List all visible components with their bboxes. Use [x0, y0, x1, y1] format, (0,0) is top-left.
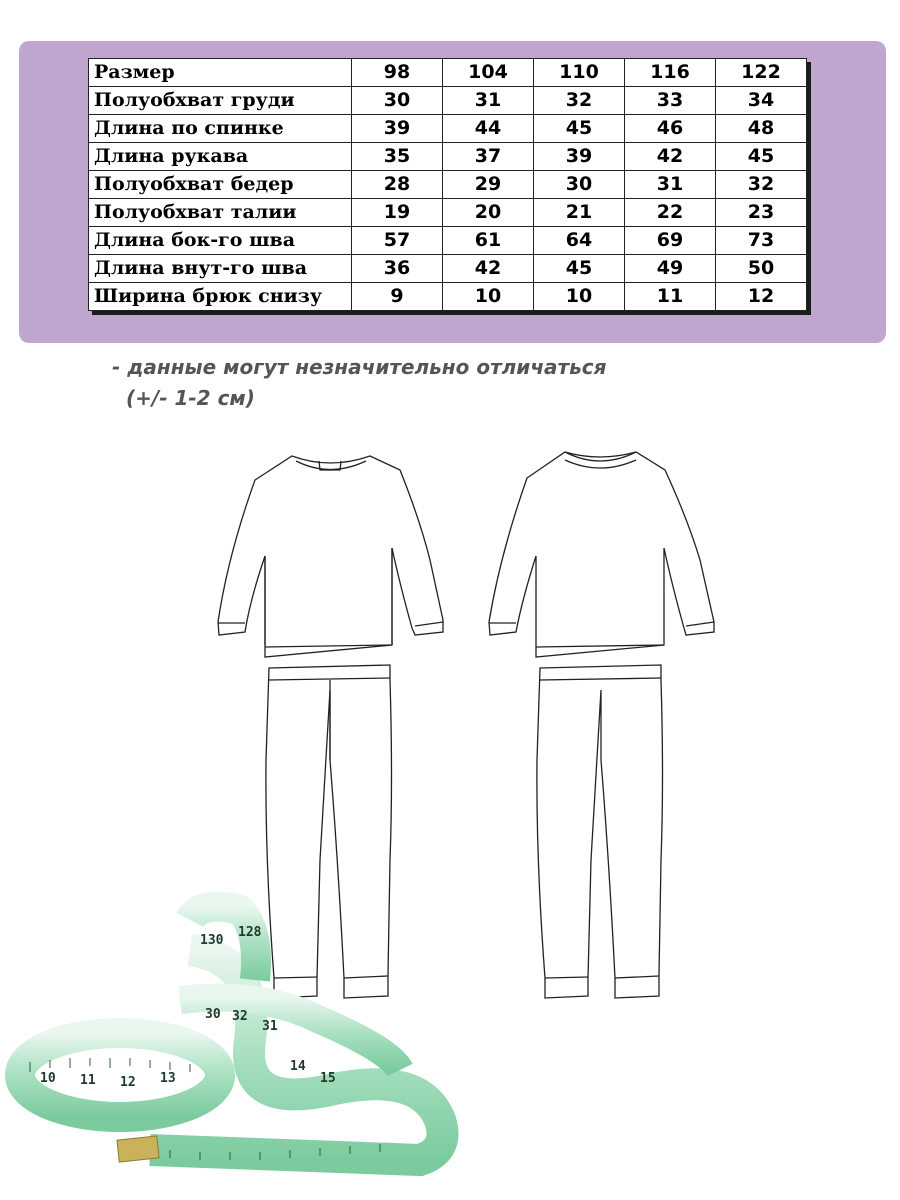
row-value: 19 [352, 199, 443, 227]
row-value: 57 [352, 227, 443, 255]
row-value: 61 [443, 227, 534, 255]
row-value: 35 [352, 143, 443, 171]
row-value: 98 [352, 59, 443, 87]
row-value: 34 [716, 87, 807, 115]
row-label: Ширина брюк снизу [89, 283, 352, 311]
sweatshirt-back [489, 452, 714, 657]
row-value: 44 [443, 115, 534, 143]
row-value: 73 [716, 227, 807, 255]
row-value: 20 [443, 199, 534, 227]
sweatshirt-front [218, 456, 443, 657]
row-value: 36 [352, 255, 443, 283]
note-line-2: (+/- 1-2 см) [126, 386, 255, 410]
row-value: 29 [443, 171, 534, 199]
row-value: 9 [352, 283, 443, 311]
tape-number: 130 [200, 933, 224, 948]
row-value: 42 [625, 143, 716, 171]
row-value: 11 [625, 283, 716, 311]
row-value: 31 [625, 171, 716, 199]
tape-number: 32 [232, 1009, 248, 1024]
row-label: Размер [89, 59, 352, 87]
tape-number: 11 [80, 1073, 96, 1088]
row-value: 110 [534, 59, 625, 87]
row-value: 46 [625, 115, 716, 143]
row-label: Длина по спинке [89, 115, 352, 143]
row-value: 45 [534, 255, 625, 283]
row-value: 45 [716, 143, 807, 171]
row-value: 31 [443, 87, 534, 115]
row-value: 104 [443, 59, 534, 87]
row-value: 21 [534, 199, 625, 227]
row-label: Полуобхват груди [89, 87, 352, 115]
row-value: 64 [534, 227, 625, 255]
tape-number: 13 [160, 1071, 176, 1086]
row-label: Длина бок-го шва [89, 227, 352, 255]
trousers-back [537, 665, 663, 998]
row-label: Полуобхват бедер [89, 171, 352, 199]
tape-number: 30 [205, 1007, 221, 1022]
row-value: 28 [352, 171, 443, 199]
row-value: 32 [716, 171, 807, 199]
row-value: 39 [352, 115, 443, 143]
row-value: 10 [443, 283, 534, 311]
row-value: 32 [534, 87, 625, 115]
row-value: 23 [716, 199, 807, 227]
row-label: Длина рукава [89, 143, 352, 171]
row-value: 49 [625, 255, 716, 283]
tape-number: 128 [238, 925, 262, 940]
row-value: 12 [716, 283, 807, 311]
row-value: 30 [534, 171, 625, 199]
tape-number: 15 [320, 1071, 336, 1086]
tape-number: 10 [40, 1071, 56, 1086]
row-value: 116 [625, 59, 716, 87]
tape-number: 12 [120, 1075, 136, 1090]
row-value: 33 [625, 87, 716, 115]
row-value: 22 [625, 199, 716, 227]
row-value: 10 [534, 283, 625, 311]
row-value: 122 [716, 59, 807, 87]
row-value: 37 [443, 143, 534, 171]
trousers-front [266, 665, 392, 998]
row-label: Полуобхват талии [89, 199, 352, 227]
row-value: 69 [625, 227, 716, 255]
row-value: 30 [352, 87, 443, 115]
row-value: 48 [716, 115, 807, 143]
row-label: Длина внут-го шва [89, 255, 352, 283]
row-value: 45 [534, 115, 625, 143]
row-value: 50 [716, 255, 807, 283]
tape-number: 31 [262, 1019, 278, 1034]
row-value: 42 [443, 255, 534, 283]
note-line-1: - данные могут незначительно отличаться [112, 355, 607, 379]
tape-number: 14 [290, 1059, 306, 1074]
row-value: 39 [534, 143, 625, 171]
